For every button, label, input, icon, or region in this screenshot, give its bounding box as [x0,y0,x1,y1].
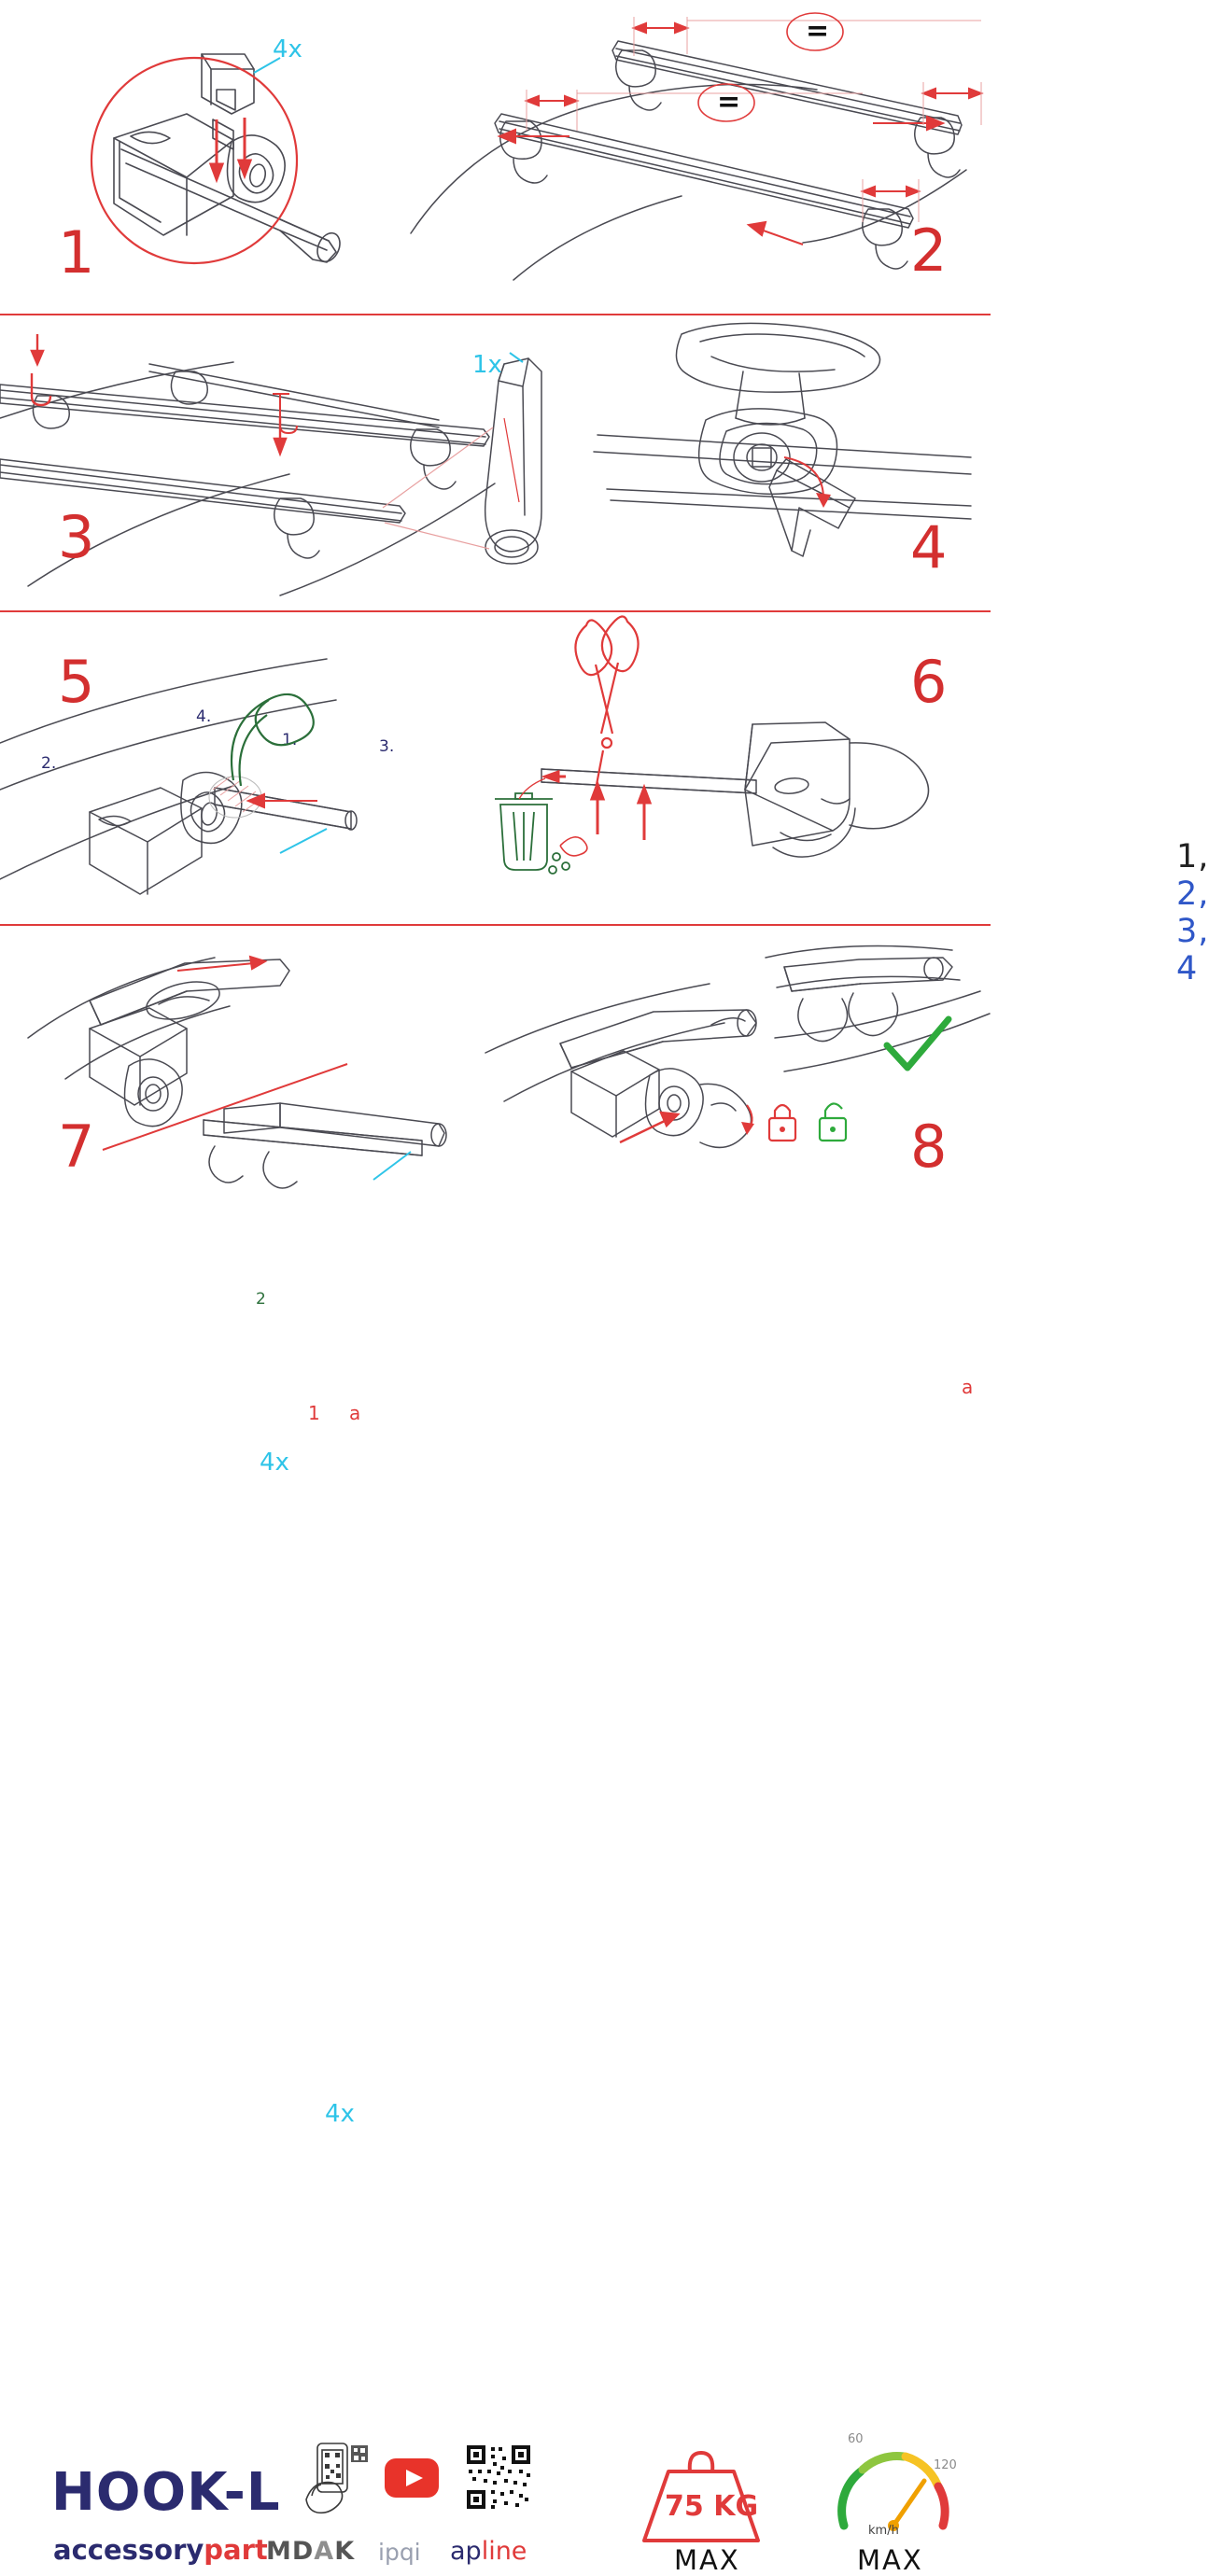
step-2-panel [401,0,991,314]
step-5-order-2: 2 [256,1290,266,1309]
step-3-order-2: 2. [41,754,57,773]
equal-symbol-2: = [717,86,741,119]
step-1-number: 1 [58,218,96,287]
step-5-callout-a: a [349,1402,361,1424]
apline-first: ap [450,2537,482,2566]
step-5-number: 5 [58,648,96,716]
step-5-quantity-label: 4x [260,1449,289,1477]
step-7-number: 7 [58,1113,96,1181]
padlock-open-icon [820,1103,846,1141]
brand-accessorypart [53,2534,268,2566]
equal-symbol-1: = [806,15,830,48]
mdak-accent: A [314,2537,335,2566]
step-6-number: 6 [910,648,949,716]
step-3-number: 3 [58,503,96,571]
speed-tick-120: 120 [934,2458,957,2472]
check-icon [887,1019,949,1068]
step-6-illustration [448,612,991,924]
youtube-icon[interactable] [385,2458,439,2498]
logo-ipqi: ipqi [378,2539,421,2566]
apline-second: line [481,2537,527,2566]
step-6-callout-a: a [962,1376,974,1398]
strap-path [232,694,314,786]
qr-code-icon [465,2443,532,2511]
seq-2: 2, [1176,875,1209,913]
step-6-panel [448,612,991,1398]
step-4-number: 4 [910,513,949,581]
logo-apline [450,2537,527,2566]
speed-max-label: MAX [857,2544,923,2576]
weight-max-label: MAX [674,2544,740,2576]
scissors-icon [575,616,638,790]
step-7-quantity-label: 4x [325,2100,355,2128]
brand-second: part [204,2534,268,2566]
step-1-quantity-label: 4x [273,35,302,63]
speed-unit: km/h [868,2524,899,2538]
step-2-number: 2 [910,217,949,285]
mdak-first: MD [266,2537,315,2566]
step-5-order-1: 1 [308,1402,320,1424]
step-3-order-4: 4. [196,707,212,726]
logo-mdak [266,2537,355,2566]
seq-1: 1, [1176,838,1209,875]
mdak-second: K [334,2537,356,2566]
product-name: HOOK-L [51,2462,281,2523]
trash-icon [495,793,569,874]
step-2-illustration [401,0,991,314]
padlock-closed-icon [769,1105,795,1141]
speed-tick-60: 60 [848,2432,864,2446]
step-4-sequence [1176,838,1209,987]
step-3-order-3: 3. [379,737,395,756]
seq-4: 4 [1176,950,1199,987]
step-3-order-1: 1. [282,731,298,749]
qr-phone-scan-icon [299,2442,370,2520]
brand-first: accessory [53,2534,204,2566]
weight-value: 75 KG [665,2490,759,2523]
step-3-quantity-label: 1x [472,351,502,379]
highlight-circle [91,58,297,263]
step-8-number: 8 [910,1113,949,1181]
seq-3: 3, [1176,913,1209,950]
